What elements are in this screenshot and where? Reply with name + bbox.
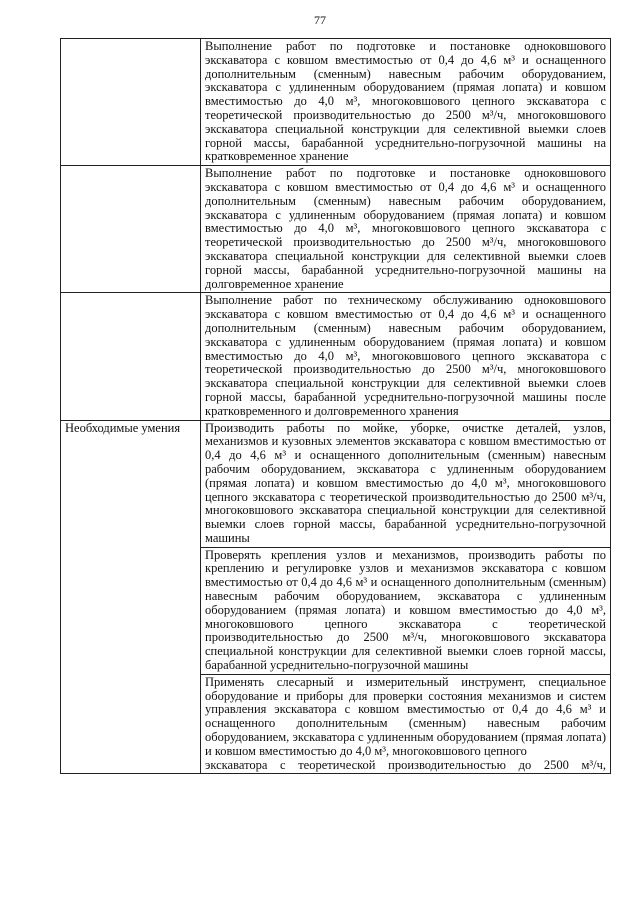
competency-table <box>60 38 611 774</box>
labor-action-1: Выполнение работ по подготовке и постановке одноковшового экскаватора с ковшом вместимостью от 0,4 до 4,6 м³ и оснащенного дополнительным (сменным) навесным рабочим оборудованием, экскаватора с удлиненным оборудованием (прямая лопата) и ковшом вместимостью до 4,0 м³, многоковшового цепного экскаватора с теоретической производительностью до 2500 м³/ч, многоковшового экскаватора специальной конструкции для селективной выемки слоев горной массы, барабанной усреднительно-погрузочной машины на кратковременное хранение <box>201 39 611 166</box>
skill-3-text: Применять слесарный и измерительный инструмент, специальное оборудование и приборы для проверки состояния механизмов и систем управления экскаватора с ковшом вместимостью от 0,4 до 4,6 м³ и оснащенного дополнительным (сменным) навесным рабочим оборудованием, экскаватора с удлиненным оборудованием (прямая лопата) и ковшом вместимостью до 4,0 м³, многоковшового цепного <box>205 674 606 758</box>
skills-label: Необходимые умения <box>61 420 201 774</box>
table-row <box>61 166 611 293</box>
skill-3 <box>201 674 611 774</box>
table-row <box>61 39 611 166</box>
empty-label-cell <box>61 166 201 293</box>
skill-3-last-line: экскаватора с теоретической производительностью до 2500 м³/ч, <box>205 757 606 772</box>
labor-action-3: Выполнение работ по техническому обслуживанию одноковшового экскаватора с ковшом вместимостью от 0,4 до 4,6 м³ и оснащенного дополнительным (сменным) навесным рабочим оборудованием, экскаватора с удлиненным оборудованием (прямая лопата) и ковшом вместимостью до 4,0 м³, многоковшового цепного экскаватора с теоретической производительностью до 2500 м³/ч, многоковшового экскаватора специальной конструкции для селективной выемки слоев горной массы, барабанной усреднительно-погрузочной машины после кратковременного и долговременного хранения <box>201 293 611 420</box>
page-number: 77 <box>314 13 326 27</box>
skill-1: Производить работы по мойке, уборке, очистке деталей, узлов, механизмов и кузовных элементов экскаватора с ковшом вместимостью от 0,4 до 4,6 м³ и оснащенного дополнительным (сменным) навесным рабочим оборудованием, экскаватора с удлиненным оборудованием (прямая лопата) и ковшом вместимостью до 4,0 м³, многоковшового цепного экскаватора с теоретической производительностью до 2500 м³/ч, многоковшового экскаватора специальной конструкции для селективной выемки слоев горной массы, барабанной усреднительно-погрузочной машины <box>201 420 611 547</box>
skill-2: Проверять крепления узлов и механизмов, производить работы по креплению и регулировке узлов и механизмов экскаватора с ковшом вместимостью от 0,4 до 4,6 м³ и оснащенного дополнительным (сменным) навесным рабочим оборудованием, экскаватора с удлиненным оборудованием (прямая лопата) и ковшом вместимостью до 4,0 м³, многоковшового цепного экскаватора с теоретической производительностью до 2500 м³/ч, многоковшового экскаватора специальной конструкции для селективной выемки слоев горной массы, барабанной усреднительно-погрузочной машины <box>201 547 611 674</box>
empty-label-cell <box>61 293 201 420</box>
labor-action-2: Выполнение работ по подготовке и постановке одноковшового экскаватора с ковшом вместимостью от 0,4 до 4,6 м³ и оснащенного дополнительным (сменным) навесным рабочим оборудованием, экскаватора с удлиненным оборудованием (прямая лопата) и ковшом вместимостью до 4,0 м³, многоковшового цепного экскаватора с теоретической производительностью до 2500 м³/ч, многоковшового экскаватора специальной конструкции для селективной выемки слоев горной массы, барабанной усреднительно-погрузочной машины на долговременное хранение <box>201 166 611 293</box>
empty-label-cell <box>61 39 201 166</box>
table-row <box>61 420 611 547</box>
table-row <box>61 293 611 420</box>
